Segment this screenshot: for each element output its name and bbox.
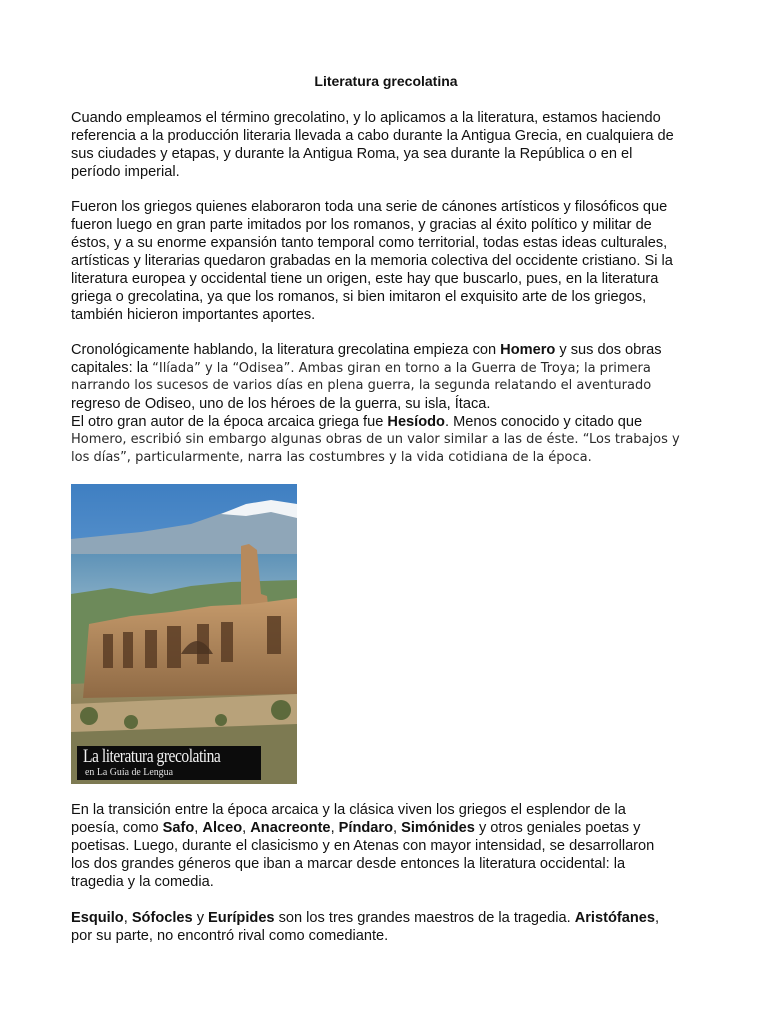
cover-caption-subtitle: en La Guía de Lengua: [85, 766, 173, 778]
paragraph-intro: [71, 109, 701, 181]
text-line: tragedia y la comedia.: [71, 874, 214, 890]
text-line: los días”, particularmente, narra las costumbres y la vida cotidiana de la época.: [71, 450, 592, 465]
text-line: sus ciudades y etapas, y durante la Antigua Roma, ya sea durante la República o en el: [71, 146, 633, 162]
text-line: Cuando empleamos el término grecolatino, y lo aplicamos a la literatura, estamos haciendo: [71, 110, 661, 126]
cover-caption: [77, 746, 261, 780]
text-line: narrando los sucesos de varios días en plena guerra, la segunda relatando el aventurado: [71, 378, 652, 393]
author-homero: Homero: [500, 342, 556, 358]
text-line: poesía, como Safo, Alceo, Anacreonte, Píndaro, Simónides y otros geniales poetas y: [71, 820, 641, 836]
text-line: período imperial.: [71, 164, 180, 180]
text-line: fueron luego en gran parte imitados por los romanos, y gracias al éxito político y militar de: [71, 217, 652, 233]
cover-image-theater-ruins: [71, 484, 297, 784]
text-line: también hicieron importantes aportes.: [71, 307, 316, 323]
text-line: poetisas. Luego, durante el clasicismo y en Atenas con mayor intensidad, se desarrollaron: [71, 838, 655, 854]
text-line: capitales: la “Ilíada” y la “Odisea”. Ambas giran en torno a la Guerra de Troya; la primera: [71, 360, 651, 376]
text-line: El otro gran autor de la época arcaica griega fue Hesíodo. Menos conocido y citado que: [71, 414, 643, 430]
text-line: En la transición entre la época arcaica y la clásica viven los griegos el esplendor de la: [71, 802, 626, 818]
text-line: regreso de Odiseo, uno de los héroes de la guerra, su isla, Ítaca.: [71, 396, 491, 412]
text-line: Homero, escribió sin embargo algunas obras de un valor similar a las de éste. “Los trabajos y: [71, 432, 680, 447]
paragraph-greek-influence: [71, 198, 701, 324]
text-line: los dos grandes géneros que iban a marcar desde entonces la literatura occidental: la: [71, 856, 626, 872]
text-line: Cronológicamente hablando, la literatura grecolatina empieza con Homero y sus dos obras: [71, 342, 662, 358]
text-line: Esquilo, Sófocles y Eurípides son los tres grandes maestros de la tragedia. Aristófanes,: [71, 910, 660, 926]
ruins-illustration: [71, 484, 297, 784]
paragraph-homero-hesiodo: [71, 341, 701, 467]
text-line: griega o grecolatina, ya que los romanos, si bien imitaron el exquisito arte de los griegos,: [71, 289, 647, 305]
text-line: artísticas y literarias quedaron grabadas en la memoria colectiva del occidente cristiano. Si la: [71, 253, 673, 269]
text-line: Fueron los griegos quienes elaboraron toda una serie de cánones artísticos y filosóficos que: [71, 199, 668, 215]
text-line: referencia a la producción literaria llevada a cabo durante la Antigua Grecia, en cualquiera de: [71, 128, 674, 144]
paragraph-tragedia: [71, 909, 701, 945]
paragraph-lirica: [71, 801, 701, 891]
document-title: Literatura grecolatina: [314, 73, 458, 89]
text-line: por su parte, no encontró rival como comediante.: [71, 928, 389, 944]
cover-caption-title: La literatura grecolatina: [83, 746, 221, 767]
text-line: literatura europea y occidental tiene un origen, este hay que buscarlo, pues, en la literatura: [71, 271, 659, 287]
text-line: éstos, y a su enorme expansión tanto temporal como territorial, todas estas ideas culturales,: [71, 235, 668, 251]
author-hesiodo: Hesíodo: [387, 414, 445, 430]
